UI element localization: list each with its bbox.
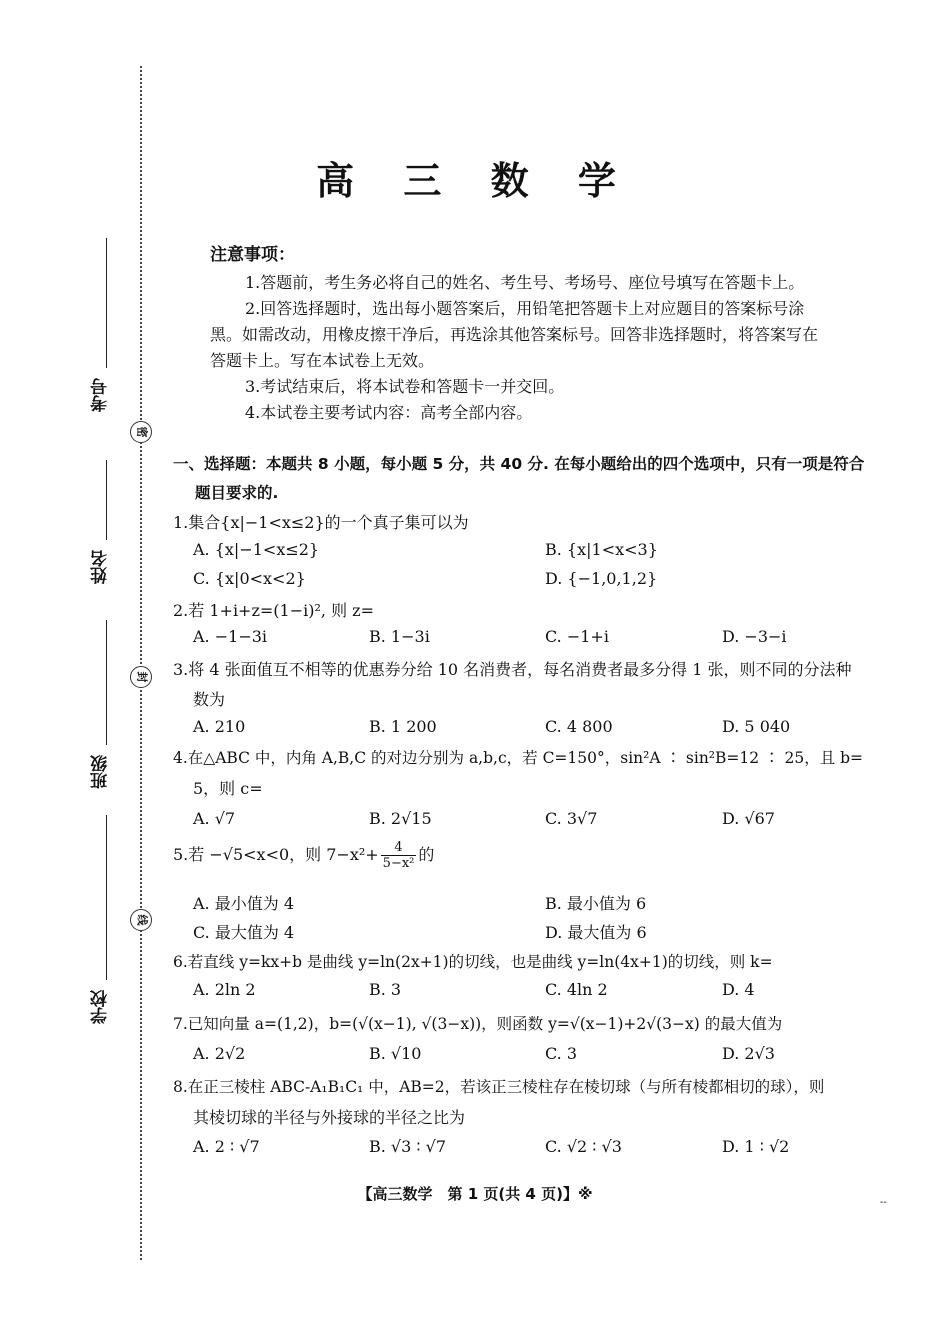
seal-feng: 封	[130, 666, 152, 688]
question-6-option-d: D. 4	[722, 980, 755, 999]
question-5-stem-post: 的	[418, 845, 435, 864]
question-3-stem-cont: 数为	[193, 690, 226, 709]
question-3-option-a: A. 210	[193, 717, 246, 736]
question-4-option-c: C. 3√7	[545, 809, 598, 828]
question-5-option-b: B. 最小值为 6	[545, 894, 647, 913]
seal-mi: 密	[130, 421, 152, 443]
corner-mark: --	[880, 1197, 887, 1208]
binding-dotted-line	[140, 66, 142, 1260]
field-exam-number	[88, 238, 110, 418]
fraction-denominator: 5−x²	[382, 856, 415, 871]
question-4-stem: 4.在△ABC 中，内角 A,B,C 的对边分别为 a,b,c，若 C=150°，sin²A ∶ sin²B=12 ∶ 25，且 b=	[173, 749, 864, 767]
notice-line: 1.答题前，考生务必将自己的姓名、考生号、考场号、座位号填写在答题卡上。	[245, 273, 805, 292]
question-7-option-c: C. 3	[545, 1044, 578, 1063]
question-2-stem: 2.若 1+i+z=(1−i)², 则 z=	[173, 601, 374, 620]
question-8-option-c: C. √2 ∶ √3	[545, 1137, 622, 1156]
field-underline	[106, 620, 107, 745]
question-5-stem	[173, 840, 434, 871]
question-7-option-b: B. √10	[369, 1044, 422, 1063]
question-4-option-b: B. 2√15	[369, 809, 432, 828]
field-underline	[106, 815, 107, 980]
field-label: 考号	[91, 378, 111, 412]
notice-line: 3.考试结束后，将本试卷和答题卡一并交回。	[245, 377, 565, 396]
field-school	[88, 815, 110, 1035]
question-6-stem: 6.若直线 y=kx+b 是曲线 y=ln(2x+1)的切线，也是曲线 y=ln(4x+1)的切线，则 k=	[173, 953, 773, 971]
field-label: 班级	[91, 755, 111, 789]
notice-heading: 注意事项：	[210, 245, 295, 265]
question-1-stem: 1.集合{x|−1<x≤2}的一个真子集可以为	[173, 513, 469, 532]
question-5-option-d: D. 最大值为 6	[545, 923, 647, 942]
field-underline	[106, 460, 107, 540]
question-2-option-d: D. −3−i	[722, 627, 787, 646]
question-5-option-c: C. 最大值为 4	[193, 923, 295, 942]
notice-line: 答题卡上。写在本试卷上无效。	[210, 351, 435, 370]
question-1-option-d: D. {−1,0,1,2}	[545, 569, 658, 588]
question-2-option-a: A. −1−3i	[193, 627, 268, 646]
question-8-stem-cont: 其棱切球的半径与外接球的半径之比为	[193, 1108, 466, 1127]
question-3-option-c: C. 4 800	[545, 717, 613, 736]
fraction-numerator: 4	[381, 840, 417, 856]
field-label: 学校	[91, 990, 111, 1024]
page-title: 高 三 数 学	[316, 159, 634, 203]
section-heading: 一、选择题：本题共 8 小题，每小题 5 分，共 40 分. 在每小题给出的四个选项中，只有一项是符合	[173, 455, 865, 473]
notice-line: 2.回答选择题时，选出每小题答案后，用铅笔把答题卡上对应题目的答案标号涂	[245, 299, 805, 318]
question-1-option-a: A. {x|−1<x≤2}	[193, 540, 320, 559]
page-footer: 【高三数学 第 1 页(共 4 页)】※	[357, 1185, 593, 1203]
question-2-option-b: B. 1−3i	[369, 627, 430, 646]
question-8-option-d: D. 1 ∶ √2	[722, 1137, 790, 1156]
section-heading-cont: 题目要求的.	[195, 484, 279, 502]
notice-line: 4.本试卷主要考试内容：高考全部内容。	[245, 403, 533, 422]
field-label: 姓名	[91, 550, 111, 584]
question-7-stem: 7.已知向量 a=(1,2)，b=(√(x−1), √(3−x))，则函数 y=√(x−1)+2√(3−x) 的最大值为	[173, 1015, 783, 1033]
question-7-option-a: A. 2√2	[193, 1044, 246, 1063]
notice-line: 黑。如需改动，用橡皮擦干净后，再选涂其他答案标号。回答非选择题时，将答案写在	[210, 325, 819, 344]
seal-xian: 线	[130, 909, 152, 931]
question-3-stem: 3.将 4 张面值互不相等的优惠券分给 10 名消费者，每名消费者最多分得 1 张，则不同的分法种	[173, 660, 852, 679]
question-4-option-d: D. √67	[722, 809, 775, 828]
question-4-stem-cont: 5，则 c=	[193, 779, 263, 798]
question-5-fraction	[381, 840, 417, 871]
question-1-option-b: B. {x|1<x<3}	[545, 540, 658, 559]
question-5-option-a: A. 最小值为 4	[193, 894, 294, 913]
question-2-option-c: C. −1+i	[545, 627, 609, 646]
field-name	[88, 460, 110, 640]
question-6-option-a: A. 2ln 2	[193, 980, 256, 999]
question-5-stem-pre: 5.若 −√5<x<0，则 7−x²+	[173, 845, 379, 864]
question-6-option-b: B. 3	[369, 980, 402, 999]
question-8-stem: 8.在正三棱柱 ABC-A₁B₁C₁ 中，AB=2，若该正三棱柱存在棱切球（与所有棱都相切的球），则	[173, 1078, 825, 1096]
question-8-option-a: A. 2 ∶ √7	[193, 1137, 260, 1156]
question-4-option-a: A. √7	[193, 809, 236, 828]
question-8-option-b: B. √3 ∶ √7	[369, 1137, 447, 1156]
question-3-option-d: D. 5 040	[722, 717, 791, 736]
field-class	[88, 620, 110, 810]
question-7-option-d: D. 2√3	[722, 1044, 775, 1063]
question-6-option-c: C. 4ln 2	[545, 980, 608, 999]
field-underline	[106, 238, 107, 368]
question-1-option-c: C. {x|0<x<2}	[193, 569, 306, 588]
question-3-option-b: B. 1 200	[369, 717, 437, 736]
